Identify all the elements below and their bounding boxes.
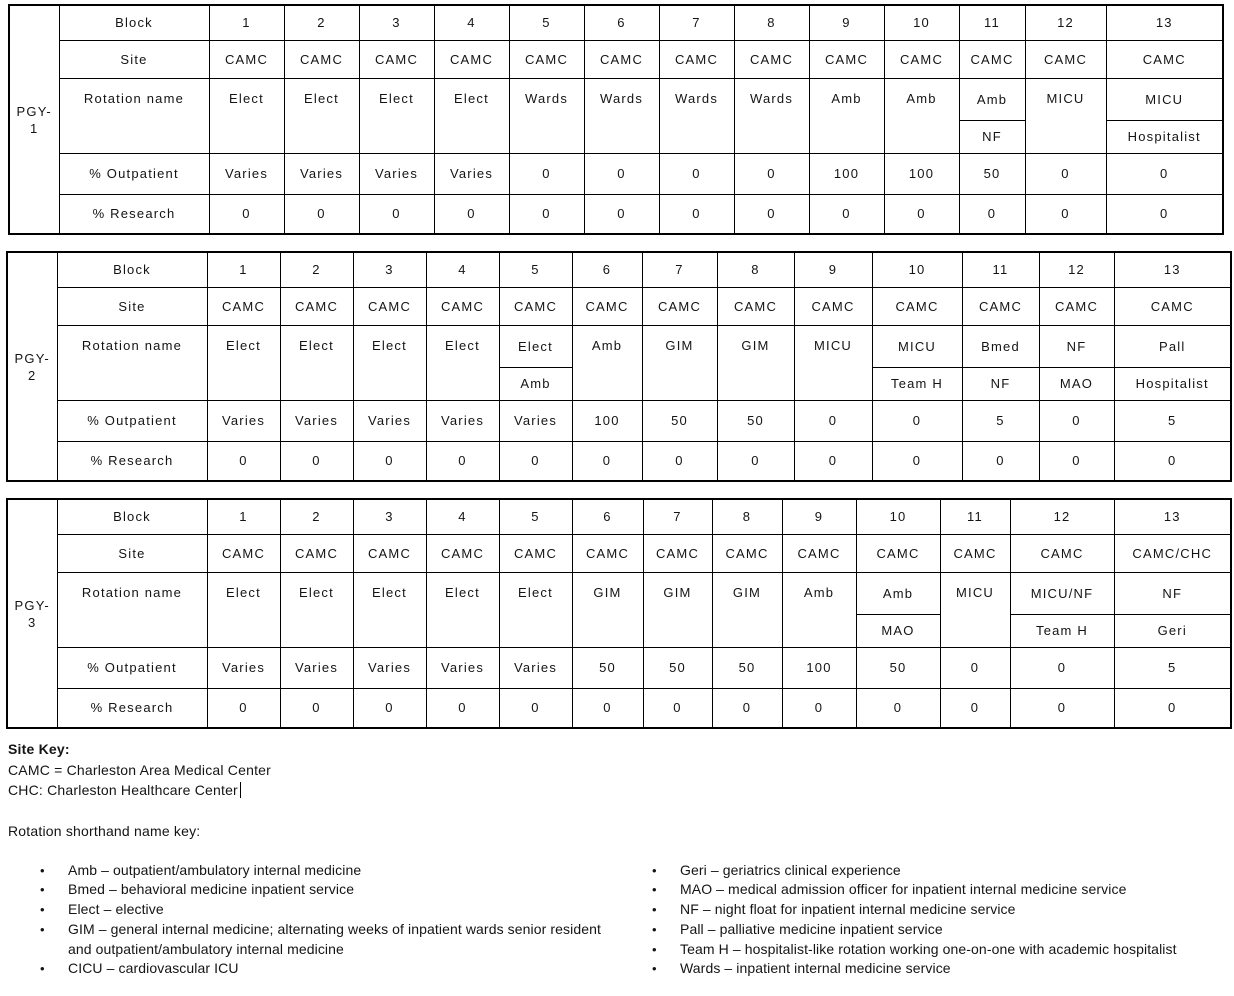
outpatient-cell[interactable]: 0 <box>1025 153 1106 194</box>
rotation-key-item-text[interactable]: Pall – palliative medicine inpatient service <box>680 920 943 937</box>
outpatient-cell[interactable]: 0 <box>872 400 962 441</box>
rotation-cell[interactable]: Elect <box>280 325 353 400</box>
research-cell[interactable]: 0 <box>209 194 284 234</box>
research-cell[interactable]: 0 <box>884 194 959 234</box>
research-cell[interactable]: 0 <box>280 688 353 728</box>
site-cell[interactable]: CAMC <box>659 40 734 78</box>
bullet-icon: • <box>40 961 45 977</box>
bullet-icon: • <box>40 921 45 937</box>
site-cell[interactable]: CAMC <box>717 287 794 325</box>
rotation-key-item-text[interactable]: GIM – general internal medicine; alternating weeks of inpatient wards senior resident and outpatient/ambulatory internal medicine <box>68 920 602 957</box>
block-number-cell[interactable]: 6 <box>572 252 642 287</box>
outpatient-cell[interactable]: Varies <box>434 153 509 194</box>
site-cell[interactable]: CAMC <box>280 534 353 572</box>
block-number-cell[interactable]: 5 <box>499 499 572 534</box>
research-cell[interactable]: 0 <box>572 441 642 481</box>
row-header-block[interactable]: Block <box>57 252 207 287</box>
site-cell[interactable]: CAMC <box>734 40 809 78</box>
block-number-cell[interactable]: 7 <box>659 5 734 40</box>
rotation-cell[interactable]: Amb <box>856 572 940 614</box>
rotation-key-right-column <box>652 861 1232 980</box>
rotation-cell[interactable]: Elect <box>353 325 426 400</box>
rotation-sub-cell[interactable]: Team H <box>1010 614 1114 647</box>
site-cell[interactable]: CAMC <box>499 534 572 572</box>
research-cell[interactable]: 0 <box>353 441 426 481</box>
research-cell[interactable]: 0 <box>353 688 426 728</box>
rotation-cell[interactable]: Elect <box>209 78 284 153</box>
site-cell[interactable]: CAMC <box>1010 534 1114 572</box>
rotation-cell[interactable]: NF <box>1114 572 1231 614</box>
rotation-cell[interactable]: Elect <box>207 572 280 647</box>
pgy3-schedule-table-host <box>6 498 1234 729</box>
rotation-cell[interactable]: MICU <box>1025 78 1106 153</box>
rotation-sub-cell[interactable]: NF <box>962 367 1039 400</box>
rotation-cell[interactable]: Bmed <box>962 325 1039 367</box>
research-cell[interactable]: 0 <box>809 194 884 234</box>
rotation-cell[interactable]: Amb <box>782 572 856 647</box>
schedule-table-pgy-1 <box>8 4 1224 235</box>
block-number-cell[interactable]: 1 <box>209 5 284 40</box>
bullet-icon: • <box>40 902 45 918</box>
outpatient-cell[interactable]: 5 <box>1114 647 1231 688</box>
site-cell[interactable]: CAMC <box>1114 287 1231 325</box>
rotation-cell[interactable]: Wards <box>584 78 659 153</box>
outpatient-cell[interactable]: 5 <box>962 400 1039 441</box>
site-cell[interactable]: CAMC <box>207 534 280 572</box>
research-cell[interactable]: 0 <box>207 441 280 481</box>
block-number-cell[interactable]: 8 <box>712 499 782 534</box>
block-number-cell[interactable]: 12 <box>1039 252 1114 287</box>
rotation-sub-cell[interactable]: MAO <box>1039 367 1114 400</box>
site-key-section <box>8 739 1234 801</box>
block-number-cell[interactable]: 4 <box>426 252 499 287</box>
block-number-cell[interactable]: 1 <box>207 252 280 287</box>
block-number-cell[interactable]: 6 <box>572 499 643 534</box>
block-number-cell[interactable]: 9 <box>809 5 884 40</box>
rotation-cell[interactable]: Elect <box>499 325 572 367</box>
rotation-sub-cell[interactable]: Amb <box>499 367 572 400</box>
bullet-icon: • <box>40 882 45 898</box>
research-cell[interactable]: 0 <box>434 194 509 234</box>
rotation-cell[interactable]: GIM <box>572 572 643 647</box>
block-number-cell[interactable]: 5 <box>499 252 572 287</box>
research-cell[interactable]: 0 <box>734 194 809 234</box>
site-cell[interactable]: CAMC <box>809 40 884 78</box>
research-cell[interactable]: 0 <box>712 688 782 728</box>
site-cell[interactable]: CAMC <box>1025 40 1106 78</box>
rotation-cell[interactable]: Amb <box>809 78 884 153</box>
rotation-cell[interactable]: Elect <box>499 572 572 647</box>
rotation-key-left-column <box>40 861 602 980</box>
rotation-cell[interactable]: Elect <box>434 78 509 153</box>
outpatient-cell[interactable]: 100 <box>884 153 959 194</box>
rotation-sub-cell[interactable]: NF <box>959 120 1025 153</box>
outpatient-cell[interactable]: Varies <box>207 400 280 441</box>
rotation-key-item <box>652 900 1232 920</box>
site-cell[interactable]: CAMC <box>962 287 1039 325</box>
outpatient-cell[interactable]: 50 <box>643 647 712 688</box>
research-cell[interactable]: 0 <box>782 688 856 728</box>
outpatient-cell[interactable]: 100 <box>809 153 884 194</box>
rotation-sub-cell[interactable]: Geri <box>1114 614 1231 647</box>
outpatient-cell[interactable]: Varies <box>280 647 353 688</box>
schedule-table-pgy-3 <box>6 498 1232 729</box>
outpatient-cell[interactable]: 0 <box>659 153 734 194</box>
site-cell[interactable]: CAMC <box>426 534 499 572</box>
rotation-cell[interactable]: NF <box>1039 325 1114 367</box>
outpatient-cell[interactable]: 50 <box>959 153 1025 194</box>
outpatient-cell[interactable]: 0 <box>584 153 659 194</box>
site-cell[interactable]: CAMC <box>584 40 659 78</box>
row-header-rotation[interactable]: Rotation name <box>57 572 207 647</box>
rotation-key-item <box>652 920 1232 940</box>
outpatient-cell[interactable]: 0 <box>794 400 872 441</box>
schedule-table-pgy-2 <box>6 251 1232 482</box>
outpatient-cell[interactable]: Varies <box>209 153 284 194</box>
site-key-heading[interactable]: Site Key: <box>8 741 70 757</box>
rotation-cell[interactable]: Pall <box>1114 325 1231 367</box>
rotation-key-item-text[interactable]: NF – night float for inpatient internal medicine service <box>680 901 1016 918</box>
rotation-cell[interactable]: Amb <box>959 78 1025 120</box>
rotation-cell[interactable]: Wards <box>659 78 734 153</box>
outpatient-cell[interactable]: Varies <box>359 153 434 194</box>
row-header-research[interactable]: % Research <box>57 688 207 728</box>
row-header-rotation[interactable]: Rotation name <box>57 325 207 400</box>
block-number-cell[interactable]: 8 <box>717 252 794 287</box>
block-number-cell[interactable]: 12 <box>1025 5 1106 40</box>
row-header-site[interactable]: Site <box>59 40 209 78</box>
site-cell[interactable]: CAMC <box>856 534 940 572</box>
block-number-cell[interactable]: 13 <box>1106 5 1223 40</box>
outpatient-cell[interactable]: 0 <box>734 153 809 194</box>
bullet-icon: • <box>652 921 657 937</box>
outpatient-cell[interactable]: Varies <box>426 400 499 441</box>
research-cell[interactable]: 0 <box>1114 441 1231 481</box>
site-cell[interactable]: CAMC <box>280 287 353 325</box>
outpatient-cell[interactable]: 0 <box>940 647 1010 688</box>
outpatient-cell[interactable]: Varies <box>284 153 359 194</box>
research-cell[interactable]: 0 <box>1106 194 1223 234</box>
bullet-icon: • <box>652 882 657 898</box>
research-cell[interactable]: 0 <box>856 688 940 728</box>
block-number-cell[interactable]: 3 <box>353 499 426 534</box>
rotation-cell[interactable]: Elect <box>359 78 434 153</box>
site-cell[interactable]: CAMC <box>572 534 643 572</box>
block-number-cell[interactable]: 2 <box>280 252 353 287</box>
rotation-key-item <box>652 861 1232 881</box>
rotation-cell[interactable]: MICU <box>794 325 872 400</box>
site-cell[interactable]: CAMC <box>353 287 426 325</box>
rotation-key-item-text[interactable]: Bmed – behavioral medicine inpatient service <box>68 881 355 898</box>
block-number-cell[interactable]: 10 <box>856 499 940 534</box>
text-cursor <box>240 782 242 798</box>
rotation-cell[interactable]: MICU <box>1106 78 1223 120</box>
site-cell[interactable]: CAMC <box>1039 287 1114 325</box>
research-cell[interactable]: 0 <box>509 194 584 234</box>
site-cell[interactable]: CAMC <box>1106 40 1223 78</box>
outpatient-cell[interactable]: Varies <box>207 647 280 688</box>
block-number-cell[interactable]: 10 <box>872 252 962 287</box>
site-cell[interactable]: CAMC <box>794 287 872 325</box>
rotation-cell[interactable]: MICU/NF <box>1010 572 1114 614</box>
block-number-cell[interactable]: 11 <box>940 499 1010 534</box>
rotation-key-item-text[interactable]: Elect – elective <box>68 901 164 918</box>
site-cell[interactable]: CAMC <box>209 40 284 78</box>
rotation-key-item <box>652 959 1232 979</box>
outpatient-cell[interactable]: 0 <box>1010 647 1114 688</box>
research-cell[interactable]: 0 <box>499 441 572 481</box>
research-cell[interactable]: 0 <box>359 194 434 234</box>
research-cell[interactable]: 0 <box>572 688 643 728</box>
research-cell[interactable]: 0 <box>1039 441 1114 481</box>
site-cell[interactable]: CAMC <box>434 40 509 78</box>
rotation-sub-cell[interactable]: Team H <box>872 367 962 400</box>
block-number-cell[interactable]: 11 <box>962 252 1039 287</box>
rotation-cell[interactable]: GIM <box>643 572 712 647</box>
rotation-key-item-text[interactable]: Amb – outpatient/ambulatory internal medicine <box>68 861 362 878</box>
rotation-key-item-text[interactable]: CICU – cardiovascular ICU <box>68 960 239 977</box>
rotation-cell[interactable]: Elect <box>207 325 280 400</box>
rotation-cell[interactable]: Elect <box>426 572 499 647</box>
block-number-cell[interactable]: 6 <box>584 5 659 40</box>
block-number-cell[interactable]: 10 <box>884 5 959 40</box>
site-cell[interactable]: CAMC <box>499 287 572 325</box>
rotation-cell[interactable]: Wards <box>734 78 809 153</box>
rotation-cell[interactable]: Elect <box>353 572 426 647</box>
bullet-icon: • <box>652 862 657 878</box>
research-cell[interactable]: 0 <box>280 441 353 481</box>
block-number-cell[interactable]: 4 <box>426 499 499 534</box>
research-cell[interactable]: 0 <box>1114 688 1231 728</box>
row-header-block[interactable]: Block <box>59 5 209 40</box>
block-number-cell[interactable]: 9 <box>782 499 856 534</box>
research-cell[interactable]: 0 <box>962 441 1039 481</box>
block-number-cell[interactable]: 2 <box>284 5 359 40</box>
outpatient-cell[interactable]: 0 <box>1106 153 1223 194</box>
outpatient-cell[interactable]: 50 <box>572 647 643 688</box>
site-cell[interactable]: CAMC <box>353 534 426 572</box>
row-header-rotation[interactable]: Rotation name <box>59 78 209 153</box>
pgy-year-label[interactable]: PGY- 1 <box>9 5 59 234</box>
research-cell[interactable]: 0 <box>1010 688 1114 728</box>
row-header-outpatient[interactable]: % Outpatient <box>59 153 209 194</box>
rotation-key-item <box>40 880 602 900</box>
outpatient-cell[interactable]: Varies <box>426 647 499 688</box>
site-cell[interactable]: CAMC <box>959 40 1025 78</box>
outpatient-cell[interactable]: Varies <box>499 400 572 441</box>
research-cell[interactable]: 0 <box>584 194 659 234</box>
site-cell[interactable]: CAMC <box>940 534 1010 572</box>
rotation-sub-cell[interactable]: Hospitalist <box>1106 120 1223 153</box>
row-header-site[interactable]: Site <box>57 287 207 325</box>
outpatient-cell[interactable]: 0 <box>1039 400 1114 441</box>
row-header-research[interactable]: % Research <box>59 194 209 234</box>
outpatient-cell[interactable]: Varies <box>280 400 353 441</box>
outpatient-cell[interactable]: 100 <box>572 400 642 441</box>
row-header-outpatient[interactable]: % Outpatient <box>57 647 207 688</box>
rotation-cell[interactable]: GIM <box>642 325 717 400</box>
block-number-cell[interactable]: 5 <box>509 5 584 40</box>
pgy-year-label[interactable]: PGY- 2 <box>7 252 57 481</box>
row-header-site[interactable]: Site <box>57 534 207 572</box>
block-number-cell[interactable]: 7 <box>642 252 717 287</box>
pgy1-schedule-table-host <box>8 4 1234 235</box>
outpatient-cell[interactable]: 0 <box>509 153 584 194</box>
site-cell[interactable]: CAMC <box>509 40 584 78</box>
site-cell[interactable]: CAMC <box>207 287 280 325</box>
rotation-key-item <box>652 940 1232 960</box>
research-cell[interactable]: 0 <box>959 194 1025 234</box>
research-cell[interactable]: 0 <box>642 441 717 481</box>
research-cell[interactable]: 0 <box>284 194 359 234</box>
outpatient-cell[interactable]: 50 <box>717 400 794 441</box>
outpatient-cell[interactable]: 50 <box>856 647 940 688</box>
research-cell[interactable]: 0 <box>717 441 794 481</box>
rotation-sub-cell[interactable]: MAO <box>856 614 940 647</box>
rotation-key-item <box>40 900 602 920</box>
row-header-research[interactable]: % Research <box>57 441 207 481</box>
rotation-cell[interactable]: Elect <box>280 572 353 647</box>
rotation-cell[interactable]: Amb <box>572 325 642 400</box>
site-cell[interactable]: CAMC <box>712 534 782 572</box>
block-number-cell[interactable]: 3 <box>359 5 434 40</box>
research-cell[interactable]: 0 <box>207 688 280 728</box>
rotation-key-lists <box>0 861 1234 987</box>
site-cell[interactable]: CAMC/CHC <box>1114 534 1231 572</box>
outpatient-cell[interactable]: Varies <box>353 400 426 441</box>
rotation-key-item-text[interactable]: Wards – inpatient internal medicine service <box>680 960 951 977</box>
research-cell[interactable]: 0 <box>659 194 734 234</box>
site-cell[interactable]: CAMC <box>284 40 359 78</box>
rotation-cell[interactable]: GIM <box>712 572 782 647</box>
rotation-cell[interactable]: GIM <box>717 325 794 400</box>
research-cell[interactable]: 0 <box>872 441 962 481</box>
outpatient-cell[interactable]: 5 <box>1114 400 1231 441</box>
pgy-year-label[interactable]: PGY- 3 <box>7 499 57 728</box>
site-cell[interactable]: CAMC <box>426 287 499 325</box>
block-number-cell[interactable]: 12 <box>1010 499 1114 534</box>
research-cell[interactable]: 0 <box>643 688 712 728</box>
block-number-cell[interactable]: 9 <box>794 252 872 287</box>
site-key-line-chc[interactable] <box>8 780 1234 801</box>
rotation-cell[interactable]: MICU <box>872 325 962 367</box>
rotation-key-heading[interactable]: Rotation shorthand name key: <box>8 822 201 839</box>
bullet-icon: • <box>652 941 657 957</box>
outpatient-cell[interactable]: 100 <box>782 647 856 688</box>
rotation-cell[interactable]: Amb <box>884 78 959 153</box>
rotation-key-item-text[interactable]: Team H – hospitalist-like rotation working one-on-one with academic hospitalist <box>680 940 1177 957</box>
research-cell[interactable]: 0 <box>499 688 572 728</box>
block-number-cell[interactable]: 11 <box>959 5 1025 40</box>
block-number-cell[interactable]: 13 <box>1114 252 1231 287</box>
site-key-line-camc[interactable]: CAMC = Charleston Area Medical Center <box>8 761 272 778</box>
outpatient-cell[interactable]: 50 <box>712 647 782 688</box>
site-cell[interactable]: CAMC <box>872 287 962 325</box>
rotation-cell[interactable]: MICU <box>940 572 1010 647</box>
site-cell[interactable]: CAMC <box>642 287 717 325</box>
rotation-cell[interactable]: Elect <box>284 78 359 153</box>
site-cell[interactable]: CAMC <box>884 40 959 78</box>
rotation-key-item <box>652 880 1232 900</box>
rotation-cell[interactable]: Wards <box>509 78 584 153</box>
rotation-key-item <box>40 920 602 960</box>
research-cell[interactable]: 0 <box>426 688 499 728</box>
site-cell[interactable]: CAMC <box>359 40 434 78</box>
research-cell[interactable]: 0 <box>794 441 872 481</box>
row-header-block[interactable]: Block <box>57 499 207 534</box>
research-cell[interactable]: 0 <box>1025 194 1106 234</box>
research-cell[interactable]: 0 <box>940 688 1010 728</box>
block-number-cell[interactable]: 1 <box>207 499 280 534</box>
rotation-key-item-text[interactable]: MAO – medical admission officer for inpatient internal medicine service <box>680 881 1127 898</box>
row-header-outpatient[interactable]: % Outpatient <box>57 400 207 441</box>
block-number-cell[interactable]: 4 <box>434 5 509 40</box>
block-number-cell[interactable]: 7 <box>643 499 712 534</box>
site-cell[interactable]: CAMC <box>643 534 712 572</box>
outpatient-cell[interactable]: Varies <box>499 647 572 688</box>
block-number-cell[interactable]: 8 <box>734 5 809 40</box>
site-cell[interactable]: CAMC <box>572 287 642 325</box>
outpatient-cell[interactable]: 50 <box>642 400 717 441</box>
block-number-cell[interactable]: 2 <box>280 499 353 534</box>
rotation-key-item <box>40 861 602 881</box>
rotation-sub-cell[interactable]: Hospitalist <box>1114 367 1231 400</box>
rotation-cell[interactable]: Elect <box>426 325 499 400</box>
bullet-icon: • <box>652 902 657 918</box>
block-number-cell[interactable]: 13 <box>1114 499 1231 534</box>
rotation-key-item <box>40 959 602 979</box>
bullet-icon: • <box>652 961 657 977</box>
site-key-line-chc-text[interactable]: CHC: Charleston Healthcare Center <box>8 782 238 798</box>
bullet-icon: • <box>40 862 45 878</box>
outpatient-cell[interactable]: Varies <box>353 647 426 688</box>
rotation-key-item-text[interactable]: Geri – geriatrics clinical experience <box>680 861 901 878</box>
site-cell[interactable]: CAMC <box>782 534 856 572</box>
block-number-cell[interactable]: 3 <box>353 252 426 287</box>
pgy2-schedule-table-host <box>6 251 1234 482</box>
research-cell[interactable]: 0 <box>426 441 499 481</box>
